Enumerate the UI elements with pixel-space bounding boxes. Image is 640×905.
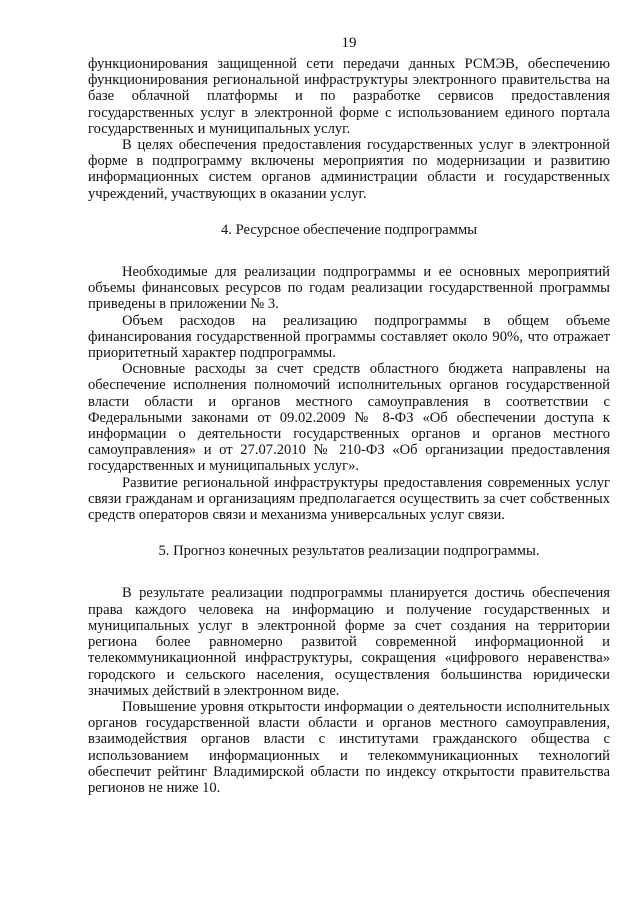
spacer (88, 523, 610, 543)
spacer (88, 238, 610, 264)
spacer (88, 559, 610, 585)
paragraph-services-modernization: В целях обеспечения предоставления государственных услуг в электронной форме в подпрограмму включены мероприятия по модернизации и развитию информационных систем органов администрации области и государственных учреждений, участвующих в оказании услуг. (88, 137, 610, 202)
section-4-paragraph-3: Основные расходы за счет средств областного бюджета направлены на обеспечение исполнения полномочий исполнительных органов государственной власти области и органов местного самоуправления в соответствии с Федеральными законами от 09.02.2009 № 8-ФЗ «Об обеспечении доступа к информации о деятельности государственных органов и органов местного самоуправления» и от 27.07.2010 № 210-ФЗ «Об организации предоставления государственных и муниципальных услуг». (88, 361, 610, 475)
spacer (88, 202, 610, 222)
section-5-heading: 5. Прогноз конечных результатов реализации подпрограммы. (158, 543, 540, 560)
paragraph-continuation: функционирования защищенной сети передачи данных РСМЭВ, обеспечению функционирования региональной инфраструктуры электронного правительства на базе облачной платформы и по разработке сервисов предоставления государственных услуг в электронной форме с использованием единого портала государственных и муниципальных услуг. (88, 56, 610, 137)
page-number: 19 (341, 35, 357, 51)
section-4-paragraph-2: Объем расходов на реализацию подпрограммы в общем объеме финансирования государственной программы составляет около 90%, что отражает приоритетный характер подпрограммы. (88, 312, 610, 362)
section-4-heading: 4. Ресурсное обеспечение подпрограммы (220, 221, 477, 238)
section-4-paragraph-1: Необходимые для реализации подпрограммы и ее основных мероприятий объемы финансовых ресурсов по годам реализации государственной программы приведены в приложении № 3. (88, 264, 610, 313)
section-4-paragraph-4: Развитие региональной инфраструктуры предоставления современных услуг связи гражданам и организациям предполагается осуществить за счет собственных средств операторов связи и механизма универсальных услуг связи. (88, 474, 610, 524)
section-5-paragraph-1: В результате реализации подпрограммы планируется достичь обеспечения права каждого человека на информацию и получение государственных и муниципальных услуг в электронной форме за счет создания на территории региона более равномерно развитой современной информационной и телекоммуникационной инфраструктуры, сокращения «цифрового неравенства» городского и сельского населения, осуществления большинства юридически значимых действий в электронном виде. (88, 585, 610, 699)
section-5-paragraph-2: Повышение уровня открытости информации о деятельности исполнительных органов государственной власти области и органов местного самоуправления, взаимодействия органов власти с институтами гражданского общества с использованием информационных и телекоммуникационных технологий обеспечит рейтинг Владимирской области по индексу открытости правительства регионов не ниже 10. (88, 698, 610, 796)
